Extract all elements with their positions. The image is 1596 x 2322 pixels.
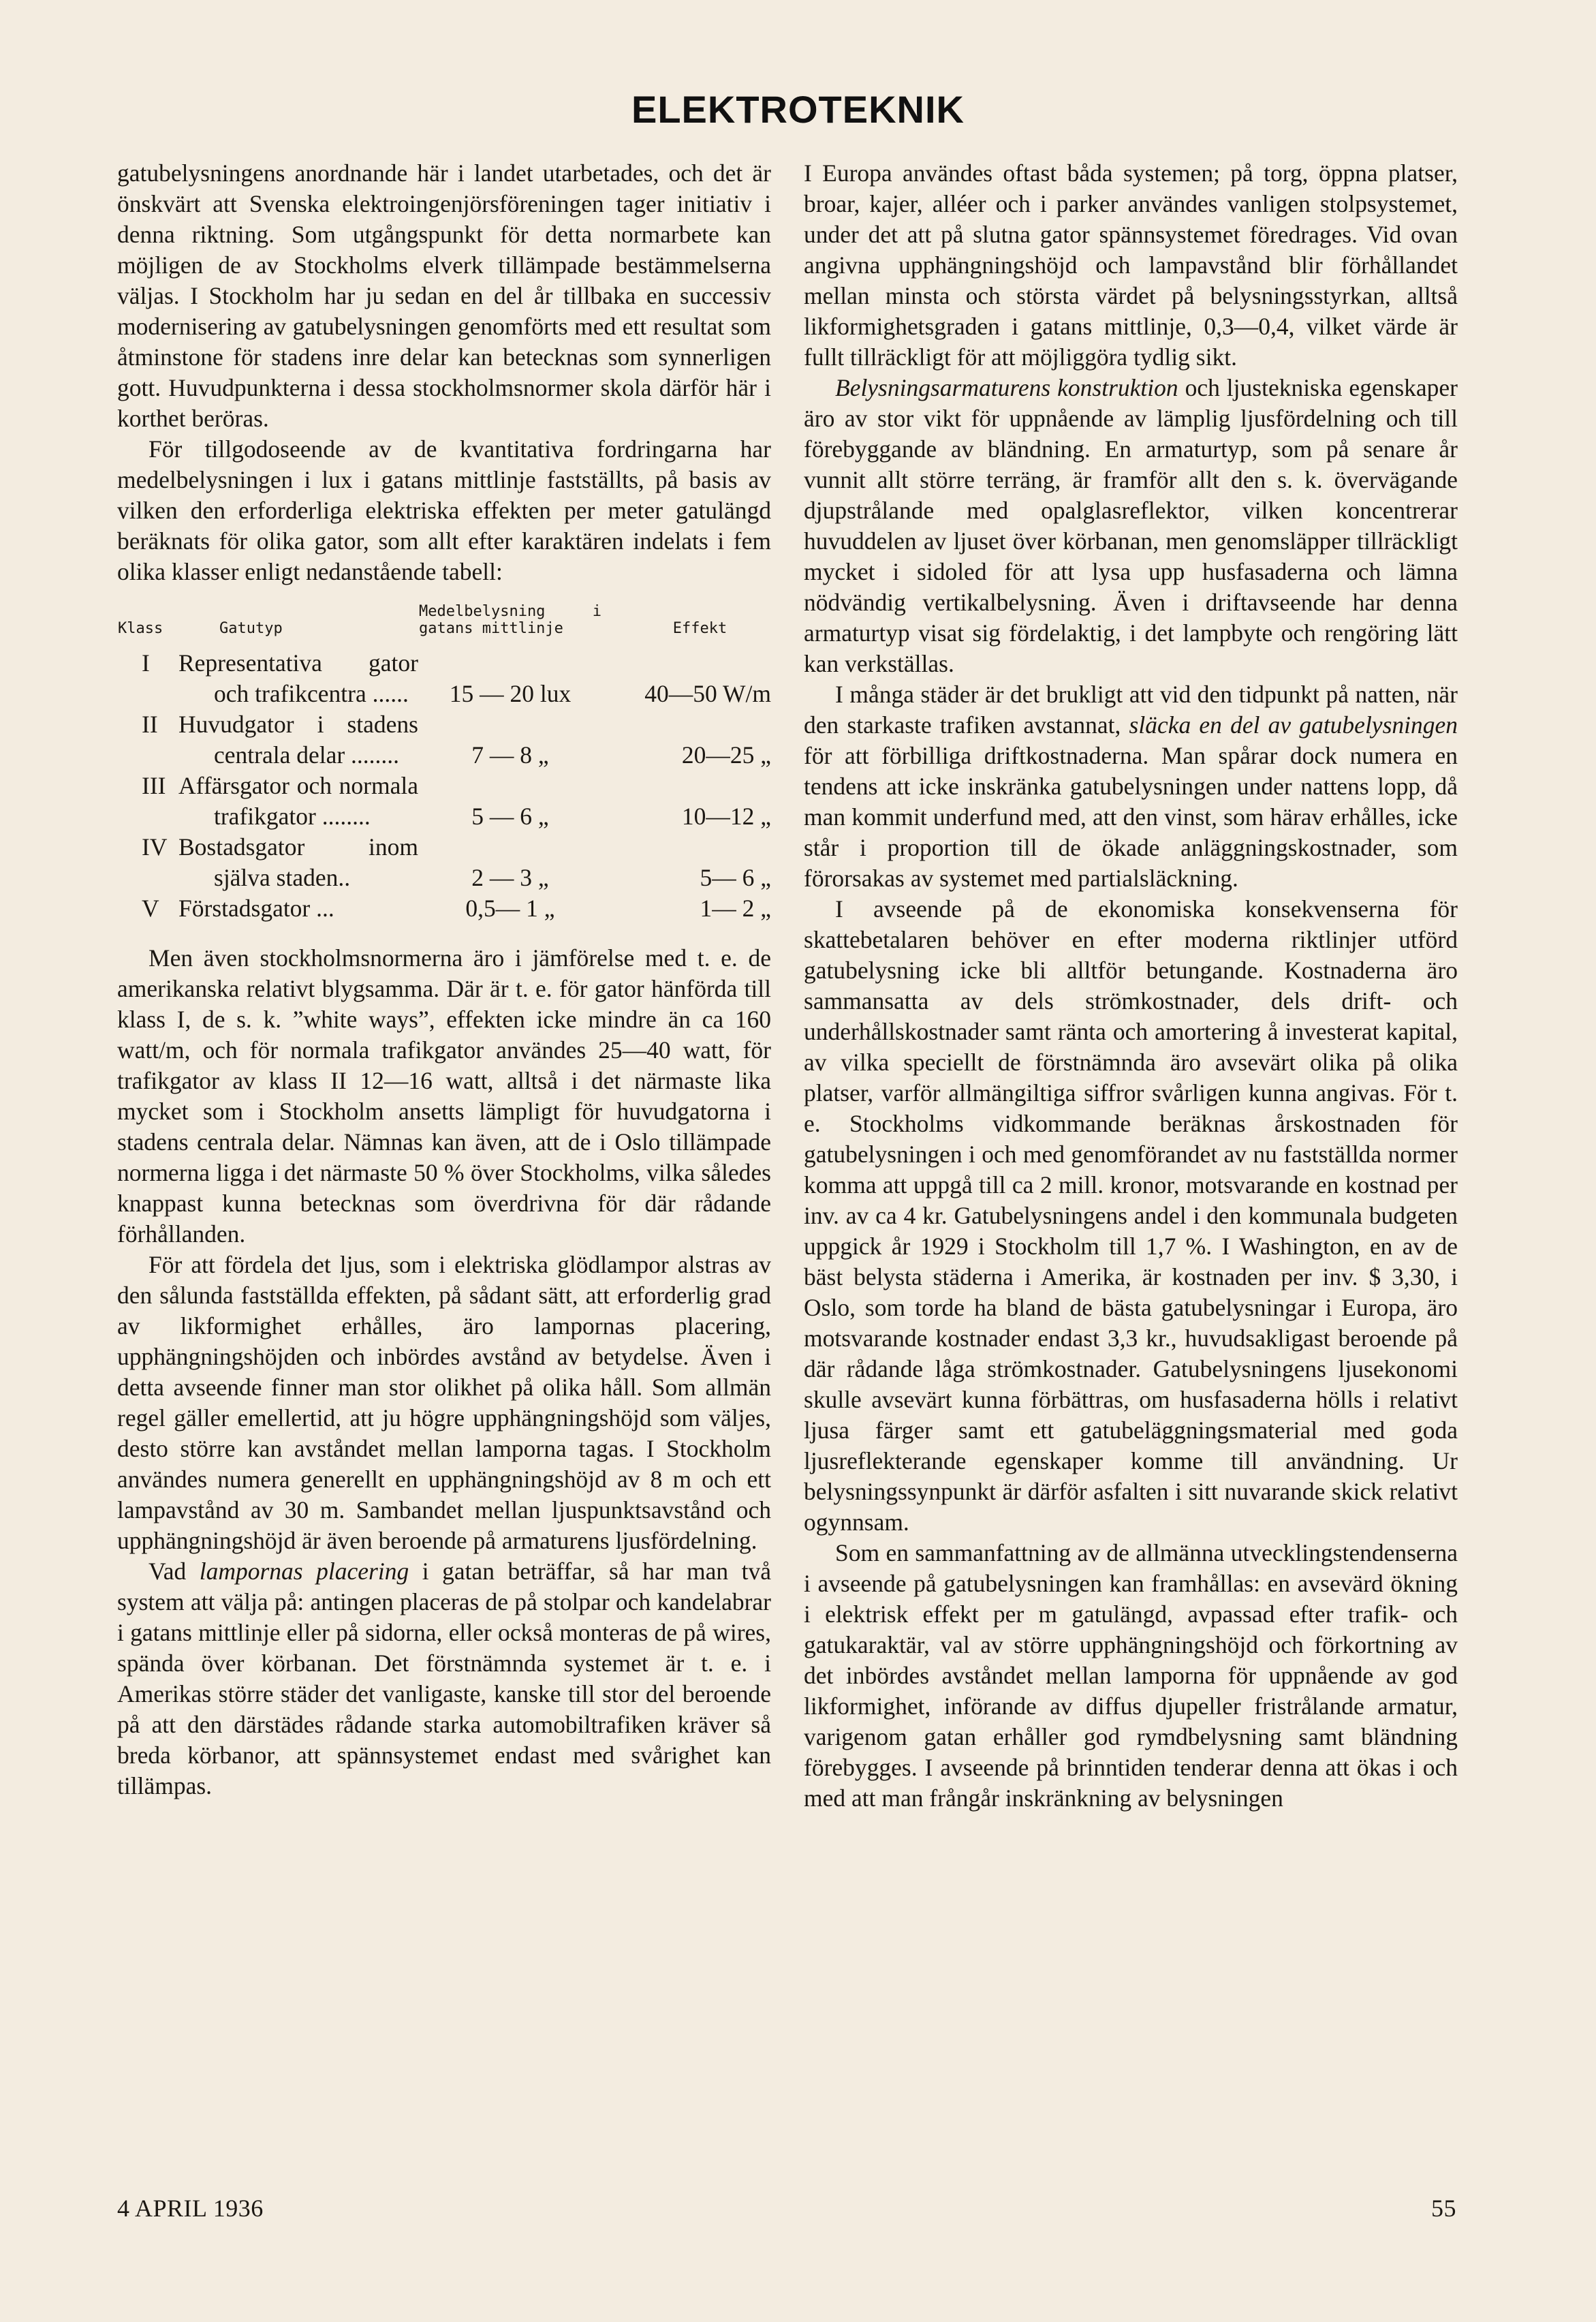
effekt-cell: 5— 6 „ (700, 864, 771, 891)
gatutyp-cell: Huvudgator i stadens centrala delar ........ (178, 711, 418, 769)
footer-date: 4 APRIL 1936 (117, 2195, 264, 2222)
paragraph: För tillgodoseende av de kvantitativa fordringarna har medelbelysningen i lux i gatans mittlinje fastställts, på basis av vilken den erforderliga elektriska effekten per meter gatulängd beräknats för olika gator, som allt efter karaktären indelats i fem olika klasser enligt nedanstående tabell: (117, 435, 771, 585)
left-column (117, 158, 771, 1801)
table-row (117, 832, 771, 893)
paragraph: Belysningsarmaturens konstruktion och ljustekniska egenskaper äro av stor vikt för uppnående av lämplig ljusfördelning och till förebyggande av bländning. En armaturtyp, som på senare år vunnit allt större terräng, är framför allt den s. k. övervägande djupstrålande med opalglasreflektor, vilken koncentrerar huvuddelen av ljuset över körbanan, men genomsläpper tillräckligt mycket i sidoled för att lysa upp husfasaderna och lämna nödvändig vertikalbelysning. Även i driftavseende har denna armaturtyp visat sig fördelaktig, i det lampbyte och rengöring lätt kan verkställas. (804, 374, 1458, 677)
paragraph: gatubelysningens anordnande här i landet utarbetades, och det är önskvärt att Svenska elektroingenjörsföreningen tager initiativ i denna riktning. Som utgångspunkt för detta normarbete kan möjligen de av Stockholms elverk tillämpade bestämmelserna väljas. I Stockholm har ju sedan en del år tillbaka en successiv modernisering av gatubelysningen genomförts med ett resultat som åtminstone för stadens inre delar kan betecknas som synnerligen gott. Huvudpunkterna i dessa stockholmsnormer skola därför här i korthet beröras. (117, 159, 771, 432)
paragraph: Som en sammanfattning av de allmänna utvecklingstendenserna i avseende på gatubelysningen kan framhållas: en avsevärd ökning i elektrisk effekt per m gatulängd, avpassad efter trafik- och gatukaraktär, val av större upphängningshöjd och förkortning av det inbördes avståndet mellan lamporna för uppnående av god likformighet, införande av diffus djupeller fristrålande armatur, varigenom gatan erhåller god rymdbelysning samt bländning förebygges. I avseende på brinntiden tenderar denna att ökas i och med att man frångår inskränkning av belysningen (804, 1539, 1458, 1812)
paragraph: I avseende på de ekonomiska konsekvenserna för skattebetalaren behöver en efter moderna riktlinjer utförd gatubelysning icke bli alltför betungande. Kostnaderna äro sammansatta av dels strömkostnader, dels drift- och underhållskostnader samt ränta och amortering å investerat kapital, av vilka speciellt de förstnämnda äro avsevärt olika på olika platser, varför allmängiltiga siffror svårligen kunna angivas. För t. e. Stockholms vidkommande beräknas årskostnaden för gatubelysningen i och med genomförandet av nu fastställda normer komma att uppgå till ca 2 mill. kronor, motsvarande en kostnad per inv. av ca 4 kr. Gatubelysningens andel i den kommunala budgeten uppgick år 1929 i Stockholm till 1,7 %. I Washington, en av de bäst belysta städerna i Amerika, är kostnaden per inv. $ 3,30, i Oslo, som torde ha bland de bästa gatubelysningar i Europa, äro motsvarande kostnader endast 3,3 kr., huvudsakligast beroende på där rådande låga strömkostnader. Gatubelysningens ljusekonomi skulle avsevärt kunna förbättras, om husfasaderna hölls i relativt ljusa färger samt ett gatubeläggningsmaterial med goda ljusreflekterande egenskaper komme till användning. Ur belysningssynpunkt är därför asfalten i sitt nuvarande skick relativt ogynnsam. (804, 895, 1458, 1536)
table-header-gatutyp: Gatutyp (219, 620, 283, 637)
effekt-cell: 1— 2 „ (700, 895, 771, 922)
klass-cell: III (142, 772, 166, 799)
effekt-cell: 40—50 W/m (644, 680, 771, 707)
medel-cell: 5 — 6 „ (471, 803, 549, 830)
klass-cell: V (142, 895, 159, 922)
klass-cell: I (142, 649, 150, 677)
effekt-cell: 10—12 „ (681, 803, 771, 830)
paragraph: I många städer är det brukligt att vid den tidpunkt på natten, när den starkaste trafiken avstannat, släcka en del av gatubelysningen för att förbilliga driftkostnaderna. Man spårar dock numera en tendens att icke inskränka gatubelysningen under nattens lopp, då man kommit underfund med, att den vinst, som härav erhålles, icke står i proportion till de ökade anläggningskostnader, som förorsakas av systemet med partialsläckning. (804, 681, 1458, 892)
paragraph: I Europa användes oftast båda systemen; på torg, öppna platser, broar, kajer, alléer och i parker användes vanligen stolpsystemet, under det att på slutna gator spännsystemet föredrages. Vid ovan angivna upphängningshöjd och lampavstånd blir förhållandet mellan minsta och största värdet på belysningsstyrkan, alltså likformighetsgraden i gatans mittlinje, 0,3—0,4, vilket värde är fullt tillräckligt för att möjliggöra tydlig sikt. (804, 159, 1458, 371)
italic-term: Belysningsarmaturens konstruktion (835, 374, 1178, 401)
gatutyp-cell: Förstadsgator ... (178, 895, 334, 922)
table-header-row (117, 602, 771, 648)
medel-cell: 15 — 20 lux (449, 680, 572, 707)
table-row (117, 771, 771, 832)
page-number: 55 (1431, 2195, 1456, 2222)
street-class-table (117, 602, 771, 924)
table-row (117, 648, 771, 709)
paragraph: För att fördela det ljus, som i elektriska glödlampor alstras av den sålunda fastställda effekten, på sådant sätt, att erforderlig grad av likformighet erhålles, äro lampornas placering, upphängningshöjden och inbördes avstånd av betydelse. Även i detta avseende finner man stor olikhet på olika håll. Som allmän regel gäller emellertid, att ju högre upphängningshöjd som väljes, desto större kan avståndet mellan lamporna tagas. I Stockholm användes numera generellt en upphängningshöjd av 8 m och ett lampavstånd av 30 m. Sambandet mellan ljuspunktsavstånd och upphängningshöjd är även beroende på armaturens ljusfördelning. (117, 1251, 771, 1554)
medel-cell: 2 — 3 „ (471, 864, 549, 891)
gatutyp-cell: Affärsgator och normala trafikgator ........ (178, 772, 418, 830)
table-row (117, 709, 771, 771)
klass-cell: II (142, 711, 158, 738)
gatutyp-cell: Representativa gator och trafikcentra ...... (178, 649, 418, 707)
table-header-klass: Klass (118, 620, 163, 637)
klass-cell: IV (142, 833, 168, 861)
italic-term: lampornas placering (199, 1558, 409, 1585)
table-header-medelbelysning: Medelbelysning i gatans mittlinje (419, 603, 601, 637)
paragraph: Men även stockholmsnormerna äro i jämförelse med t. e. de amerikanska relativt blygsamma. Där är t. e. för gator hänförda till klass I, de s. k. ”white ways”, effekten icke mindre än ca 160 watt/m, och för normala trafikgator användes 25—40 watt, för trafikgator av klass II 12—16 watt, alltså i det närmaste lika mycket som i Stockholm ansetts lämpligt för huvudgatorna i stadens centrala delar. Nämnas kan även, att de i Oslo tillämpade normerna ligga i det närmaste 50 % över Stockholms, vilka således knappast kunna betecknas som överdrivna för där rådande förhållanden. (117, 944, 771, 1248)
italic-term: släcka en del av gatubelysningen (1129, 711, 1458, 739)
medel-cell: 7 — 8 „ (471, 741, 549, 769)
effekt-cell: 20—25 „ (681, 741, 771, 769)
table-header-effekt: Effekt (672, 620, 727, 637)
medel-cell: 0,5— 1 „ (465, 895, 555, 922)
paragraph: Vad lampornas placering i gatan beträffar, så har man två system att välja på: antingen placeras de på stolpar och kandelabrar i gatans mittlinje eller på sidorna, eller också monteras de på wires, spända över körbanan. Det förstnämnda systemet är t. e. i Amerikas större städer det vanligaste, kanske till stor del beroende på att den därstädes rådande starka automobiltrafiken kräver så breda körbanor, att spännsystemet endast med svårighet kan tillämpas. (117, 1558, 771, 1799)
right-column (804, 158, 1458, 1814)
table-row (117, 893, 771, 924)
page-header: ELEKTROTEKNIK (631, 88, 965, 131)
gatutyp-cell: Bostadsgator inom själva staden.. (178, 833, 418, 891)
